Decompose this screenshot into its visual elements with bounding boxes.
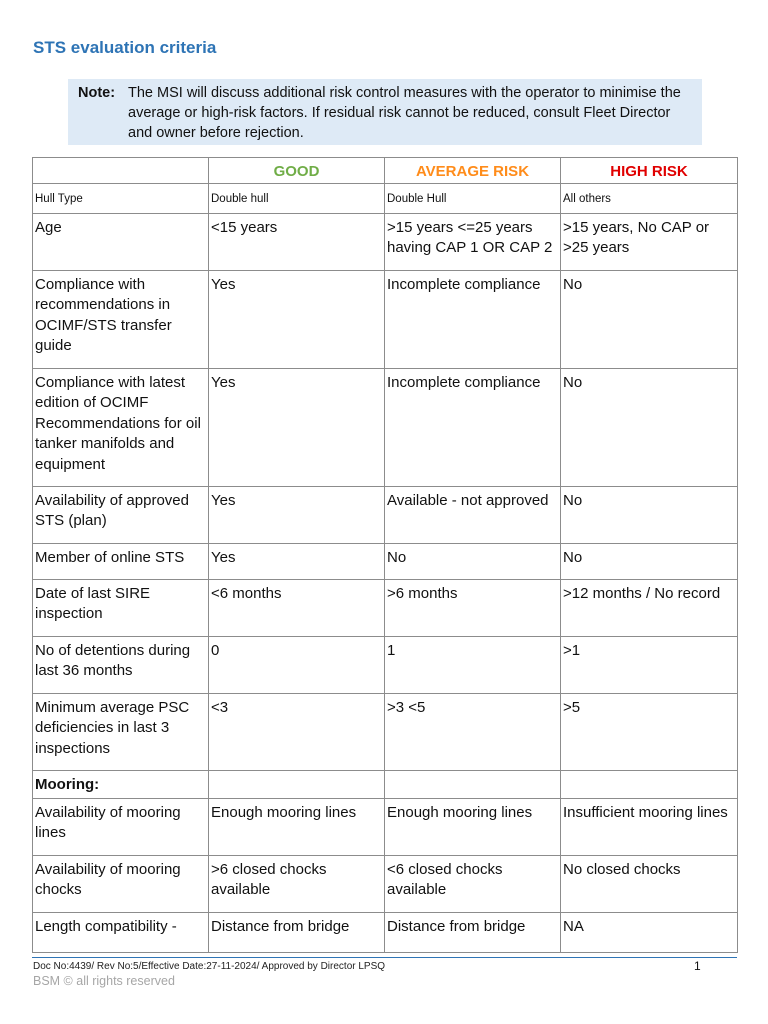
table-cell: <15 years [209,213,385,270]
note-box [68,79,702,145]
table-row [33,213,738,270]
table-cell: >12 months / No record [561,579,738,636]
table-cell: No closed chocks [561,855,738,912]
table-cell: Age [33,213,209,270]
table-cell: Member of online STS [33,543,209,579]
table-cell: Double hull [209,183,385,213]
table-cell: Yes [209,543,385,579]
table-cell: Distance from bridge [385,912,561,952]
table-row [33,912,738,952]
footer-doc-info: Doc No:4439/ Rev No:5/Effective Date:27-11-2024/ Approved by Director LPSQ [33,961,386,972]
table-cell: No [561,368,738,486]
table-cell: 0 [209,636,385,693]
table-cell: >3 <5 [385,693,561,770]
table-row [33,183,738,213]
criteria-table [32,157,738,953]
table-cell: No [561,486,738,543]
table-cell: Date of last SIRE inspection [33,579,209,636]
table-cell: Enough mooring lines [385,798,561,855]
table-cell: No [561,270,738,368]
table-cell: NA [561,912,738,952]
page-number: 1 [694,959,701,973]
table-row [33,798,738,855]
table-header-row [33,158,738,184]
table-row [33,579,738,636]
table-cell: Incomplete compliance [385,270,561,368]
header-average-risk: AVERAGE RISK [385,158,561,184]
table-cell: >15 years <=25 years having CAP 1 OR CAP 2 [385,213,561,270]
table-row [33,543,738,579]
footer-divider [32,957,737,958]
table-cell: >6 closed chocks available [209,855,385,912]
table-row [33,486,738,543]
table-cell: >5 [561,693,738,770]
header-good: GOOD [209,158,385,184]
table-cell: Availability of approved STS (plan) [33,486,209,543]
table-cell: Double Hull [385,183,561,213]
table-cell: >15 years, No CAP or >25 years [561,213,738,270]
table-cell: Enough mooring lines [209,798,385,855]
table-cell: No [561,543,738,579]
table-cell: Length compatibility - [33,912,209,952]
table-cell: Available - not approved [385,486,561,543]
table-cell [561,770,738,798]
header-empty [33,158,209,184]
table-cell: Incomplete compliance [385,368,561,486]
table-cell: Yes [209,270,385,368]
table-cell: No of detentions during last 36 months [33,636,209,693]
table-cell: Compliance with latest edition of OCIMF Recommendations for oil tanker manifolds and equipment [33,368,209,486]
table-cell: Minimum average PSC deficiencies in last 3 inspections [33,693,209,770]
table-cell: <3 [209,693,385,770]
section-label-mooring: Mooring: [33,770,209,798]
table-row [33,368,738,486]
table-cell: Hull Type [33,183,209,213]
table-cell: >1 [561,636,738,693]
table-cell: Availability of mooring lines [33,798,209,855]
table-cell: Compliance with recommendations in OCIMF/STS transfer guide [33,270,209,368]
table-cell [385,770,561,798]
table-cell: Distance from bridge [209,912,385,952]
note-label: Note: [78,85,116,101]
table-cell: 1 [385,636,561,693]
table-cell: <6 closed chocks available [385,855,561,912]
table-row [33,636,738,693]
table-row [33,855,738,912]
header-high-risk: HIGH RISK [561,158,738,184]
table-cell: <6 months [209,579,385,636]
page-title: STS evaluation criteria [33,38,217,57]
table-cell [209,770,385,798]
table-cell: No [385,543,561,579]
table-cell: Insufficient mooring lines [561,798,738,855]
footer-rights: BSM © all rights reserved [33,974,175,988]
table-cell: Availability of mooring chocks [33,855,209,912]
table-cell: All others [561,183,738,213]
table-cell: Yes [209,368,385,486]
section-row-mooring [33,770,738,798]
table-row [33,270,738,368]
table-row [33,693,738,770]
note-text: The MSI will discuss additional risk control measures with the operator to minimise the average or high-risk factors. If residual risk cannot be reduced, consult Fleet Director and owner before rejection. [128,85,681,141]
table-cell: Yes [209,486,385,543]
table-cell: >6 months [385,579,561,636]
